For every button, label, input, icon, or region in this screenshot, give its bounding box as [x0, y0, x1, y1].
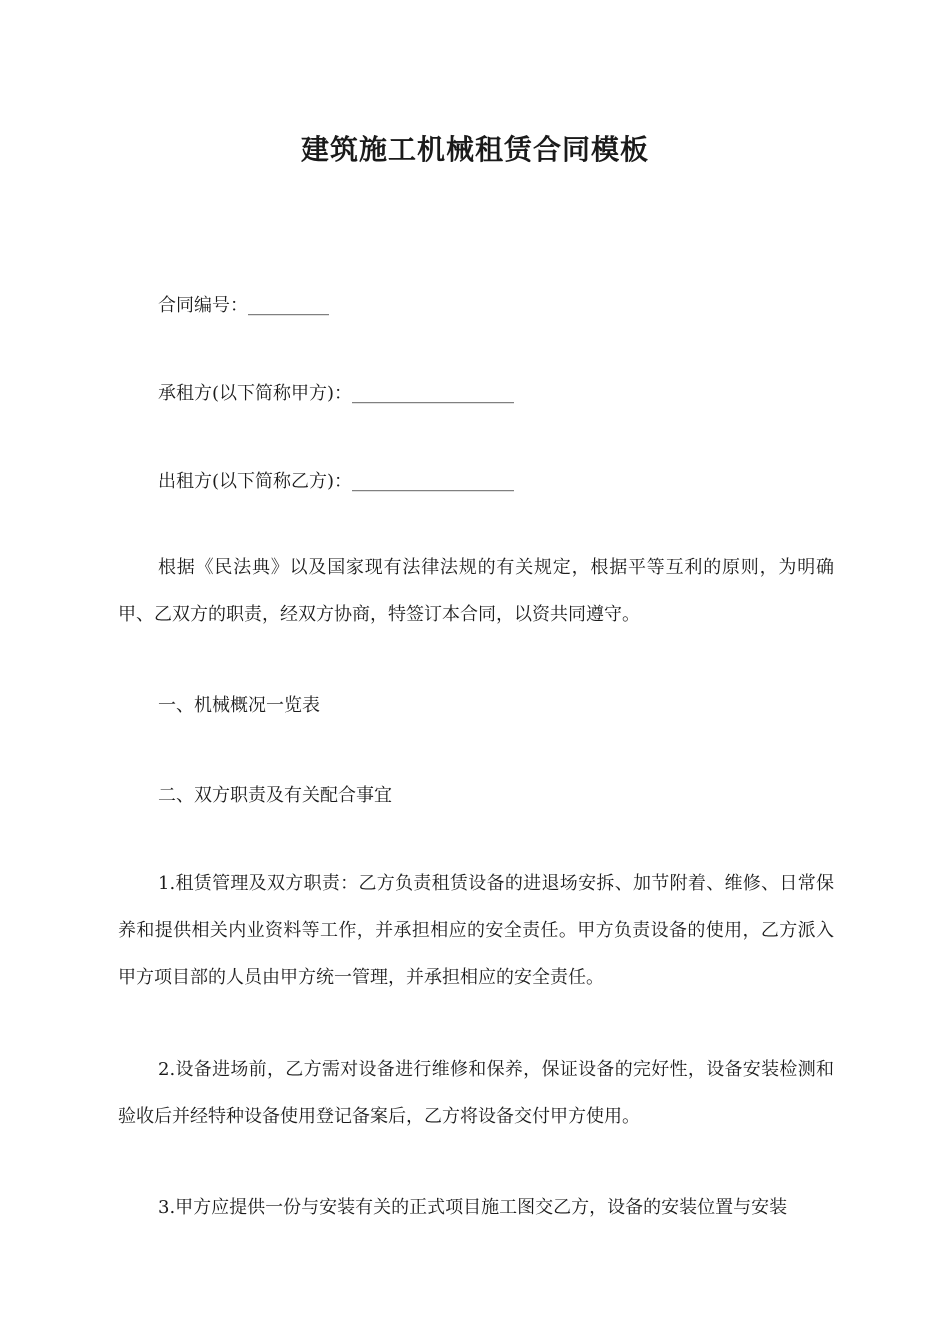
section-heading-machinery-overview: 一、机械概况一览表 — [158, 695, 320, 716]
intro-paragraph: 根据《民法典》以及国家现有法律法规的有关规定，根据平等互利的原则，为明确甲、乙双方的职责，经双方协商，特签订本合同，以资共同遵守。 — [118, 557, 834, 625]
lessee-field: 承租方(以下简称甲方)：__________________ — [158, 383, 515, 404]
section-heading-responsibilities: 二、双方职责及有关配合事宜 — [158, 785, 392, 806]
contract-number-field: 合同编号：_________ — [158, 295, 329, 316]
document-title: 建筑施工机械租赁合同模板 — [300, 133, 649, 166]
clause-1-paragraph: 1.租赁管理及双方职责：乙方负责租赁设备的进退场安拆、加节附着、维修、日常保养和提供相关内业资料等工作，并承担相应的安全责任。甲方负责设备的使用，乙方派入甲方项目部的人员由甲方统一管理，并承担相应的安全责任。 — [118, 873, 834, 988]
lessor-field: 出租方(以下简称乙方)：__________________ — [158, 471, 515, 492]
clause-3-paragraph: 3.甲方应提供一份与安装有关的正式项目施工图交乙方，设备的安装位置与安装 — [158, 1197, 788, 1218]
clause-2-paragraph: 2.设备进场前，乙方需对设备进行维修和保养，保证设备的完好性，设备安装检测和验收后并经特种设备使用登记备案后，乙方将设备交付甲方使用。 — [118, 1059, 834, 1127]
